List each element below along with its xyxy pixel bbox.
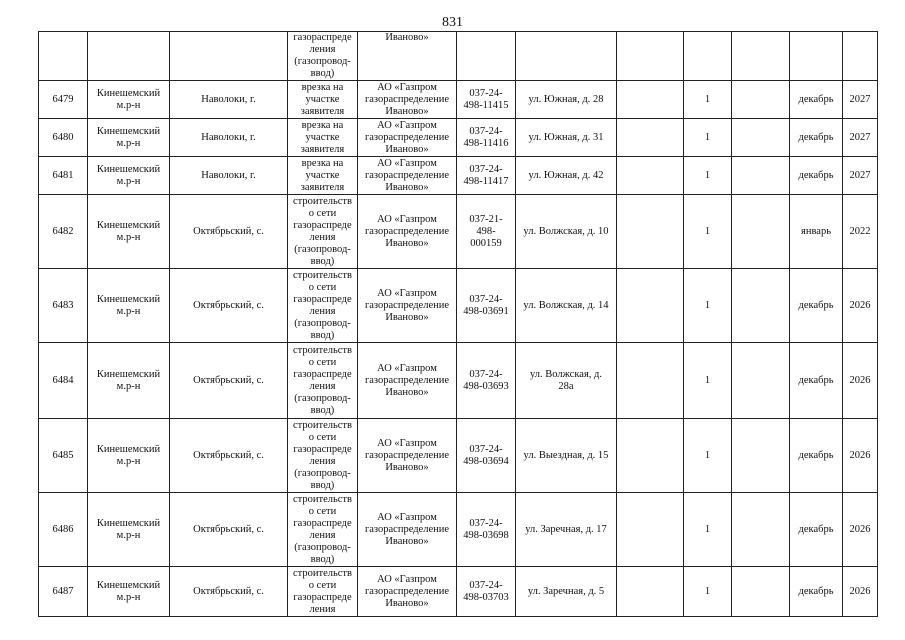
table-row [39, 195, 878, 269]
cell-type: врезка на участке заявителя [288, 119, 358, 157]
cell-year: 2026 [843, 493, 878, 567]
cell-col8 [617, 343, 684, 419]
cell-num: 6480 [39, 119, 88, 157]
cell-qty: 1 [684, 493, 732, 567]
cell-year: 2026 [843, 419, 878, 493]
cell-type: строительств о сети газораспреде ления (газопровод- ввод) [288, 493, 358, 567]
cell-col10 [732, 157, 790, 195]
cell-month: декабрь [790, 343, 843, 419]
cell-col10 [732, 119, 790, 157]
table-row-continued [39, 32, 878, 81]
cell-num: 6482 [39, 195, 88, 269]
cell-year [843, 32, 878, 81]
cell-code: 037-24- 498-03693 [457, 343, 516, 419]
cell-col8 [617, 157, 684, 195]
cell-year: 2026 [843, 567, 878, 617]
cell-type: строительств о сети газораспреде ления [288, 567, 358, 617]
cell-type: газораспреде ления (газопровод- ввод) [288, 32, 358, 81]
cell-num: 6479 [39, 81, 88, 119]
cell-col10 [732, 32, 790, 81]
cell-col10 [732, 493, 790, 567]
table-row [39, 81, 878, 119]
cell-address: ул. Заречная, д. 5 [516, 567, 617, 617]
cell-num: 6487 [39, 567, 88, 617]
cell-type: врезка на участке заявителя [288, 81, 358, 119]
cell-district: Кинешемский м.р-н [88, 195, 170, 269]
cell-col8 [617, 269, 684, 343]
table-row [39, 419, 878, 493]
cell-address: ул. Южная, д. 28 [516, 81, 617, 119]
cell-month: декабрь [790, 419, 843, 493]
cell-col8 [617, 119, 684, 157]
cell-locality: Октябрьский, с. [170, 493, 288, 567]
cell-code: 037-24- 498-11417 [457, 157, 516, 195]
cell-org: АО «Газпром газораспределение Иваново» [358, 419, 457, 493]
cell-org: АО «Газпром газораспределение Иваново» [358, 343, 457, 419]
cell-col8 [617, 567, 684, 617]
cell-num: 6484 [39, 343, 88, 419]
cell-month: декабрь [790, 119, 843, 157]
cell-qty: 1 [684, 269, 732, 343]
table-row [39, 343, 878, 419]
cell-month: декабрь [790, 81, 843, 119]
cell-num [39, 32, 88, 81]
cell-month [790, 32, 843, 81]
cell-qty [684, 32, 732, 81]
cell-code [457, 32, 516, 81]
cell-org: АО «Газпром газораспределение Иваново» [358, 195, 457, 269]
cell-code: 037-24- 498-03703 [457, 567, 516, 617]
cell-month: декабрь [790, 157, 843, 195]
cell-address: ул. Волжская, д. 14 [516, 269, 617, 343]
cell-type: строительств о сети газораспреде ления (газопровод- ввод) [288, 343, 358, 419]
cell-num: 6483 [39, 269, 88, 343]
table-row [39, 567, 878, 617]
cell-locality: Октябрьский, с. [170, 419, 288, 493]
cell-year: 2027 [843, 119, 878, 157]
cell-type: врезка на участке заявителя [288, 157, 358, 195]
cell-type: строительств о сети газораспреде ления (газопровод- ввод) [288, 195, 358, 269]
cell-code: 037-24- 498-03691 [457, 269, 516, 343]
cell-locality [170, 32, 288, 81]
cell-district: Кинешемский м.р-н [88, 269, 170, 343]
cell-org: АО «Газпром газораспределение Иваново» [358, 81, 457, 119]
cell-address: ул. Волжская, д. 10 [516, 195, 617, 269]
cell-address: ул. Южная, д. 42 [516, 157, 617, 195]
cell-locality: Октябрьский, с. [170, 567, 288, 617]
cell-address: ул. Волжская, д. 28а [516, 343, 617, 419]
cell-month: декабрь [790, 493, 843, 567]
cell-col10 [732, 343, 790, 419]
cell-locality: Октябрьский, с. [170, 269, 288, 343]
cell-qty: 1 [684, 119, 732, 157]
cell-num: 6485 [39, 419, 88, 493]
cell-org: Иваново» [358, 32, 457, 81]
gas-connection-table [38, 31, 878, 617]
cell-year: 2027 [843, 157, 878, 195]
cell-code: 037-24- 498-03694 [457, 419, 516, 493]
cell-year: 2027 [843, 81, 878, 119]
cell-district: Кинешемский м.р-н [88, 119, 170, 157]
table-row [39, 119, 878, 157]
cell-qty: 1 [684, 195, 732, 269]
cell-org: АО «Газпром газораспределение Иваново» [358, 567, 457, 617]
cell-year: 2026 [843, 269, 878, 343]
cell-month: декабрь [790, 567, 843, 617]
cell-num: 6481 [39, 157, 88, 195]
cell-month: январь [790, 195, 843, 269]
cell-district: Кинешемский м.р-н [88, 81, 170, 119]
cell-address: ул. Выездная, д. 15 [516, 419, 617, 493]
cell-year: 2022 [843, 195, 878, 269]
cell-district [88, 32, 170, 81]
cell-type: строительств о сети газораспреде ления (газопровод- ввод) [288, 269, 358, 343]
cell-col10 [732, 419, 790, 493]
cell-num: 6486 [39, 493, 88, 567]
cell-district: Кинешемский м.р-н [88, 157, 170, 195]
cell-locality: Наволоки, г. [170, 81, 288, 119]
cell-col8 [617, 419, 684, 493]
cell-code: 037-21- 498- 000159 [457, 195, 516, 269]
cell-org: АО «Газпром газораспределение Иваново» [358, 269, 457, 343]
cell-year: 2026 [843, 343, 878, 419]
cell-col10 [732, 81, 790, 119]
table-body [39, 32, 878, 617]
cell-locality: Наволоки, г. [170, 119, 288, 157]
cell-code: 037-24- 498-11416 [457, 119, 516, 157]
cell-district: Кинешемский м.р-н [88, 343, 170, 419]
cell-month: декабрь [790, 269, 843, 343]
table-row [39, 493, 878, 567]
cell-col8 [617, 32, 684, 81]
cell-district: Кинешемский м.р-н [88, 493, 170, 567]
cell-address [516, 32, 617, 81]
table-row [39, 269, 878, 343]
cell-qty: 1 [684, 81, 732, 119]
cell-col10 [732, 567, 790, 617]
page-number: 831 [442, 15, 463, 30]
cell-code: 037-24- 498-11415 [457, 81, 516, 119]
cell-col8 [617, 493, 684, 567]
cell-locality: Октябрьский, с. [170, 343, 288, 419]
cell-qty: 1 [684, 343, 732, 419]
cell-address: ул. Южная, д. 31 [516, 119, 617, 157]
cell-code: 037-24- 498-03698 [457, 493, 516, 567]
cell-col8 [617, 195, 684, 269]
cell-qty: 1 [684, 567, 732, 617]
cell-district: Кинешемский м.р-н [88, 419, 170, 493]
cell-org: АО «Газпром газораспределение Иваново» [358, 493, 457, 567]
table-row [39, 157, 878, 195]
cell-type: строительств о сети газораспреде ления (газопровод- ввод) [288, 419, 358, 493]
cell-district: Кинешемский м.р-н [88, 567, 170, 617]
cell-org: АО «Газпром газораспределение Иваново» [358, 119, 457, 157]
cell-address: ул. Заречная, д. 17 [516, 493, 617, 567]
cell-col10 [732, 269, 790, 343]
cell-col8 [617, 81, 684, 119]
cell-qty: 1 [684, 419, 732, 493]
cell-col10 [732, 195, 790, 269]
cell-locality: Наволоки, г. [170, 157, 288, 195]
cell-qty: 1 [684, 157, 732, 195]
cell-locality: Октябрьский, с. [170, 195, 288, 269]
cell-org: АО «Газпром газораспределение Иваново» [358, 157, 457, 195]
